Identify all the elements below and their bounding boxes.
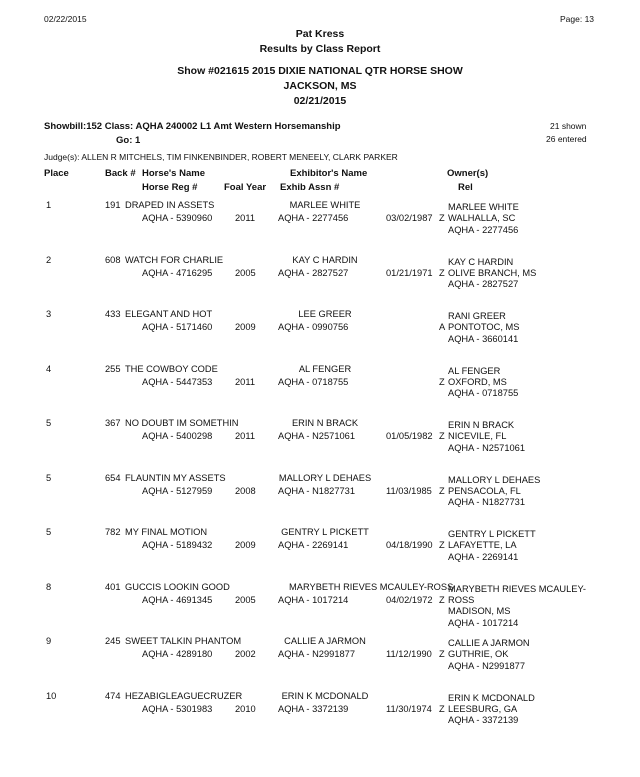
owner-line: LEESBURG, GA [448, 703, 518, 714]
owner-line: NICEVILE, FL [448, 431, 507, 441]
rel-code: Z [439, 540, 445, 550]
exhib-assn: AQHA - N1827731 [278, 485, 356, 496]
foal-year: 2009 [235, 322, 256, 332]
exhib-assn: AQHA - 1017214 [278, 594, 349, 605]
col-exhib-assn: Exhib Assn # [280, 182, 340, 193]
horse-name: THE COWBOY CODE [125, 363, 218, 374]
owner-line: LAFAYETTE, LA [448, 540, 517, 550]
exhibitor-name: KAY C HARDIN [292, 254, 358, 265]
col-owners: Owner(s) [447, 168, 489, 179]
rel-code: Z [439, 649, 445, 659]
foal-year: 2011 [235, 431, 255, 441]
rel-code: Z [439, 485, 445, 496]
exhibitor-name: MALLORY L DEHAES [278, 472, 372, 483]
back-number: 245 [105, 636, 121, 646]
owner-line: AQHA - N2571061 [448, 442, 526, 453]
owner-line: KAY C HARDIN [448, 256, 514, 267]
table-row [0, 473, 640, 527]
owner-line: OLIVE BRANCH, MS [448, 267, 537, 278]
exhibitor-name: CALLIE A JARMON [284, 636, 366, 646]
col-exhibitor-name: Exhibitor's Name [290, 168, 368, 179]
rel-code: Z [439, 213, 445, 223]
horse-name: WATCH FOR CHARLIE [125, 254, 224, 265]
owner-line: AQHA - 1017214 [448, 617, 519, 628]
foal-year: 2008 [235, 485, 256, 496]
place: 5 [46, 472, 52, 483]
show-location: JACKSON, MS [283, 80, 357, 92]
back-number: 608 [105, 254, 121, 265]
birth-date: 01/05/1982 [386, 431, 433, 441]
horse-name: GUCCIS LOOKIN GOOD [125, 581, 230, 592]
owner-line: ERIN K MCDONALD [448, 692, 535, 703]
foal-year: 2002 [235, 649, 256, 659]
horse-reg: AQHA - 5171460 [142, 322, 213, 332]
table-row [0, 309, 640, 363]
col-place: Place [44, 168, 69, 179]
owner-line: AQHA - 0718755 [448, 388, 519, 398]
exhibitor-name: ERIN N BRACK [291, 418, 359, 428]
owner-line: MALLORY L DEHAES [448, 474, 541, 485]
owner-line: ERIN N BRACK [448, 420, 515, 430]
place: 9 [46, 636, 52, 646]
horse-name: DRAPED IN ASSETS [125, 200, 215, 210]
back-number: 782 [105, 527, 121, 537]
back-number: 255 [105, 363, 121, 374]
exhibitor-name: AL FENGER [298, 363, 352, 374]
table-row [0, 691, 640, 745]
owner-line: AQHA - 3372139 [448, 715, 519, 725]
horse-name: HEZABIGLEAGUECRUZER [125, 690, 243, 701]
place: 10 [46, 690, 57, 701]
owner-line: ROSS [448, 594, 475, 605]
horse-reg: AQHA - 4691345 [142, 594, 213, 605]
exhib-assn: AQHA - N2571061 [278, 431, 356, 441]
horse-reg: AQHA - 5390960 [142, 213, 213, 223]
rel-code: A [439, 322, 446, 332]
owner-line: PENSACOLA, FL [448, 485, 521, 496]
back-number: 654 [105, 472, 121, 483]
shown-count: 21 shown [550, 121, 587, 131]
foal-year: 2010 [235, 703, 256, 714]
table-row [0, 527, 640, 581]
col-foal-year: Foal Year [224, 182, 267, 193]
owner-line: PONTOTOC, MS [448, 322, 520, 332]
birth-date: 04/02/1972 [386, 594, 433, 605]
horse-name: FLAUNTIN MY ASSETS [125, 472, 226, 483]
birth-date: 11/30/1974 [386, 703, 432, 714]
owner-line: AQHA - 2277456 [448, 224, 519, 235]
rel-code: Z [439, 267, 445, 278]
exhib-assn: AQHA - 2277456 [278, 213, 349, 223]
page-number: Page: 13 [560, 14, 595, 24]
back-number: 474 [105, 690, 121, 701]
exhibitor-name: ERIN K MCDONALD [281, 690, 369, 701]
owner-line: MADISON, MS [448, 606, 511, 616]
foal-year: 2011 [235, 213, 255, 223]
exhibitor-name: MARYBETH RIEVES MCAULEY-ROSS [289, 581, 454, 592]
print-date: 02/22/2015 [44, 14, 87, 24]
judges-line: Judge(s): ALLEN R MITCHELS, TIM FINKENBINDER, ROBERT MENEELY, CLARK PARKER [44, 152, 398, 162]
owner-line: AQHA - N2991877 [448, 660, 526, 671]
exhib-assn: AQHA - N2991877 [278, 649, 356, 659]
exhib-assn: AQHA - 3372139 [278, 703, 349, 714]
table-row [0, 364, 640, 418]
place: 8 [46, 581, 52, 592]
foal-year: 2011 [235, 376, 255, 387]
horse-name: MY FINAL MOTION [125, 527, 208, 537]
back-number: 191 [105, 200, 121, 210]
horse-reg: AQHA - 5189432 [142, 540, 213, 550]
owner-line: RANI GREER [448, 311, 506, 321]
owner-line: MARLEE WHITE [448, 202, 519, 212]
table-row [0, 418, 640, 472]
horse-reg: AQHA - 5400298 [142, 431, 213, 441]
owner-line: GUTHRIE, OK [448, 649, 509, 659]
owner-line: AL FENGER [448, 365, 501, 376]
owner-line: AQHA - N1827731 [448, 497, 526, 507]
back-number: 367 [105, 418, 121, 428]
place: 2 [46, 254, 52, 265]
col-horse-name: Horse's Name [142, 168, 205, 179]
table-row [0, 636, 640, 690]
owner-line: CALLIE A JARMON [448, 638, 530, 648]
exhib-assn: AQHA - 0718755 [278, 376, 349, 387]
exhib-assn: AQHA - 2827527 [278, 267, 349, 278]
horse-reg: AQHA - 5447353 [142, 376, 213, 387]
birth-date: 01/21/1971 [386, 267, 433, 278]
entered-count: 26 entered [546, 134, 587, 144]
horse-reg: AQHA - 5127959 [142, 485, 213, 496]
horse-reg: AQHA - 4289180 [142, 649, 213, 659]
rel-code: Z [439, 594, 445, 605]
exhibitor-name: GENTRY L PICKETT [281, 527, 369, 537]
go-label: Go: 1 [116, 135, 141, 146]
owner-line: OXFORD, MS [448, 376, 507, 387]
place: 4 [46, 363, 52, 374]
exhib-assn: AQHA - 2269141 [278, 540, 349, 550]
exhib-assn: AQHA - 0990756 [278, 322, 349, 332]
horse-name: ELEGANT AND HOT [125, 309, 213, 319]
back-number: 401 [105, 581, 121, 592]
exhibitor-name: LEE GREER [298, 309, 352, 319]
horse-reg: AQHA - 5301983 [142, 703, 213, 714]
table-row [0, 582, 640, 636]
back-number: 433 [105, 309, 121, 319]
owner-line: AQHA - 2827527 [448, 279, 519, 289]
show-title: Show #021615 2015 DIXIE NATIONAL QTR HORSE SHOW [177, 65, 463, 77]
birth-date: 11/12/1990 [386, 649, 432, 659]
owner-line: MARYBETH RIEVES MCAULEY- [448, 583, 586, 594]
birth-date: 11/03/1985 [386, 485, 432, 496]
owner-line: AQHA - 3660141 [448, 333, 519, 344]
col-horse-reg: Horse Reg # [142, 182, 198, 193]
horse-reg: AQHA - 4716295 [142, 267, 213, 278]
exhibitor-name: MARLEE WHITE [289, 200, 361, 210]
rel-code: Z [439, 376, 445, 387]
table-row [0, 200, 640, 254]
horse-name: SWEET TALKIN PHANTOM [125, 636, 242, 646]
foal-year: 2005 [235, 267, 256, 278]
col-rel: Rel [458, 182, 473, 193]
col-back: Back # [105, 168, 136, 179]
place: 1 [46, 200, 52, 210]
rel-code: Z [439, 703, 445, 714]
place: 5 [46, 418, 52, 428]
foal-year: 2009 [235, 540, 256, 550]
owner-line: WALHALLA, SC [448, 213, 516, 223]
place: 5 [46, 527, 52, 537]
owner-line: AQHA - 2269141 [448, 551, 519, 562]
show-date: 02/21/2015 [293, 95, 347, 107]
birth-date: 04/18/1990 [386, 540, 433, 550]
report-title: Results by Class Report [259, 43, 381, 55]
birth-date: 03/02/1987 [386, 213, 433, 223]
table-row [0, 255, 640, 309]
place: 3 [46, 309, 52, 319]
report-name: Pat Kress [295, 28, 345, 40]
foal-year: 2005 [235, 594, 256, 605]
horse-name: NO DOUBT IM SOMETHIN [125, 418, 239, 428]
owner-line: GENTRY L PICKETT [448, 529, 536, 539]
rel-code: Z [439, 431, 445, 441]
class-title: Showbill:152 Class: AQHA 240002 L1 Amt Western Horsemanship [44, 121, 341, 132]
